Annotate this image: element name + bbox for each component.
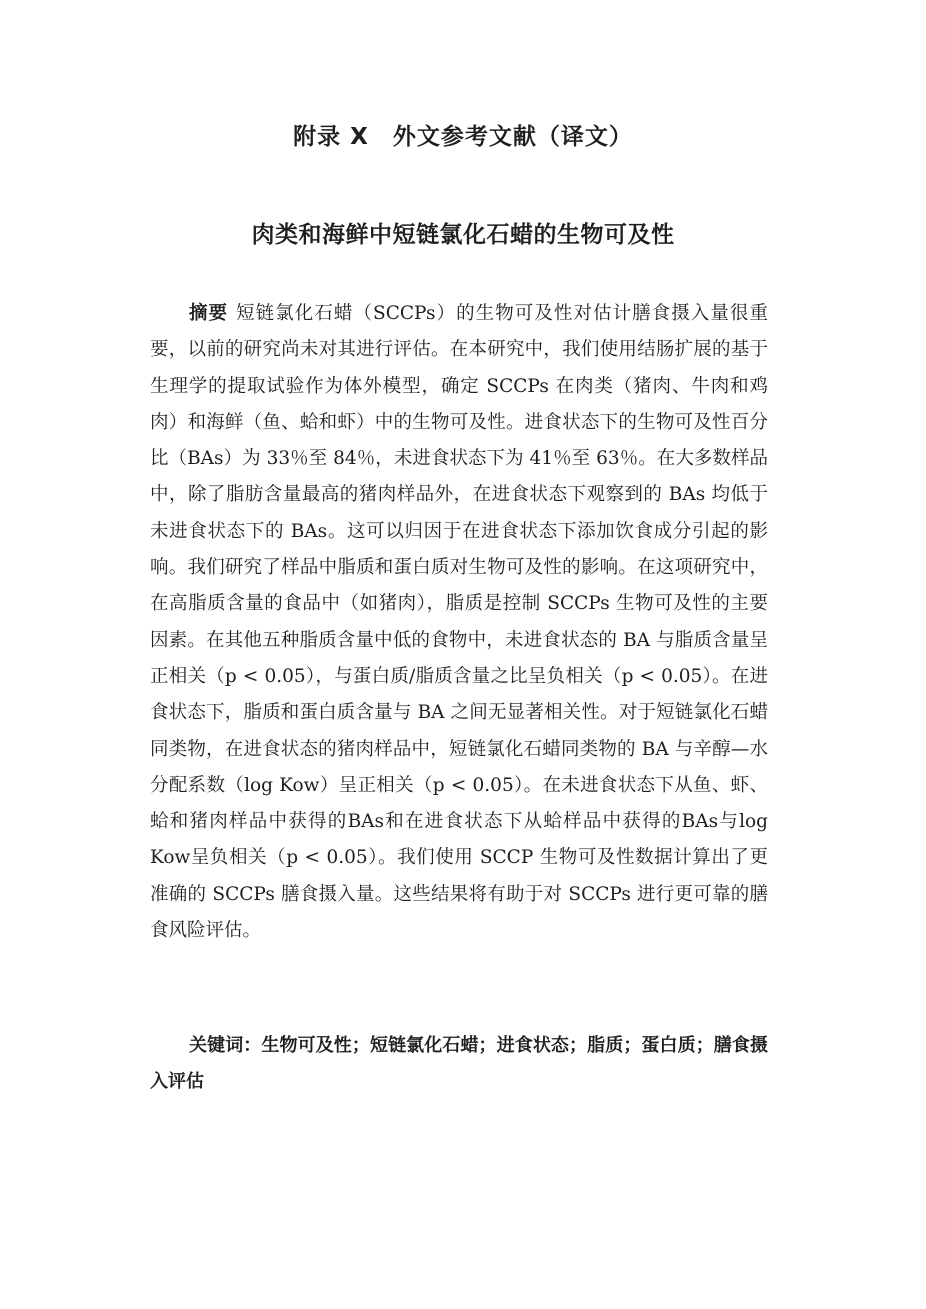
keywords-paragraph: 关键词：生物可及性；短链氯化石蜡；进食状态；脂质；蛋白质；膳食摄入评估 xyxy=(150,1035,768,1092)
paper-title: 肉类和海鲜中短链氯化石蜡的生物可及性 xyxy=(251,222,675,248)
appendix-title: 附录 X 外文参考文献（译文） xyxy=(293,124,633,150)
abstract-text: 短链氯化石蜡（SCCPs）的生物可及性对估计膳食摄入量很重要，以前的研究尚未对其进行评估。在本研究中，我们使用结肠扩展的基于生理学的提取试验作为体外模型，确定 SCCPs 在肉类（猪肉、牛肉和鸡肉）和海鲜（鱼、蛤和虾）中的生物可及性。进食状态下的生物可及性百分比（BAs）为 33％至 84％，未进食状态下为 41％至 63％。在大多数样品中，除了脂肪含量最高的猪肉样品外，在进食状态下观察到的 BAs 均低于未进食状态下的 BAs。这可以归因于在进食状态下添加饮食成分引起的影响。我们研究了样品中脂质和蛋白质对生物可及性的影响。在这项研究中，在高脂质含量的食品中（如猪肉），脂质是控制 SCCPs 生物可及性的主要因素。在其他五种脂质含量中低的食物中，未进食状态的 BA 与脂质含量呈正相关（p < 0.05），与蛋白质/脂质含量之比呈负相关（p < 0.05）。在进食状态下，脂质和蛋白质含量与 BA 之间无显著相关性。对于短链氯化石蜡同类物，在进食状态的猪肉样品中，短链氯化石蜡同类物的 BA 与辛醇—水分配系数（log Kow）呈正相关（p < 0.05）。在未进食状态下从鱼、虾、蛤和猪肉样品中获得的BAs和在进食状态下从蛤样品中获得的BAs与log Kow呈负相关（p < 0.05）。我们使用 SCCP 生物可及性数据计算出了更准确的 SCCPs 膳食摄入量。这些结果将有助于对 SCCPs 进行更可靠的膳食风险评估。 xyxy=(150,303,768,942)
abstract-paragraph xyxy=(150,296,768,949)
abstract-label: 摘要 xyxy=(189,303,229,324)
